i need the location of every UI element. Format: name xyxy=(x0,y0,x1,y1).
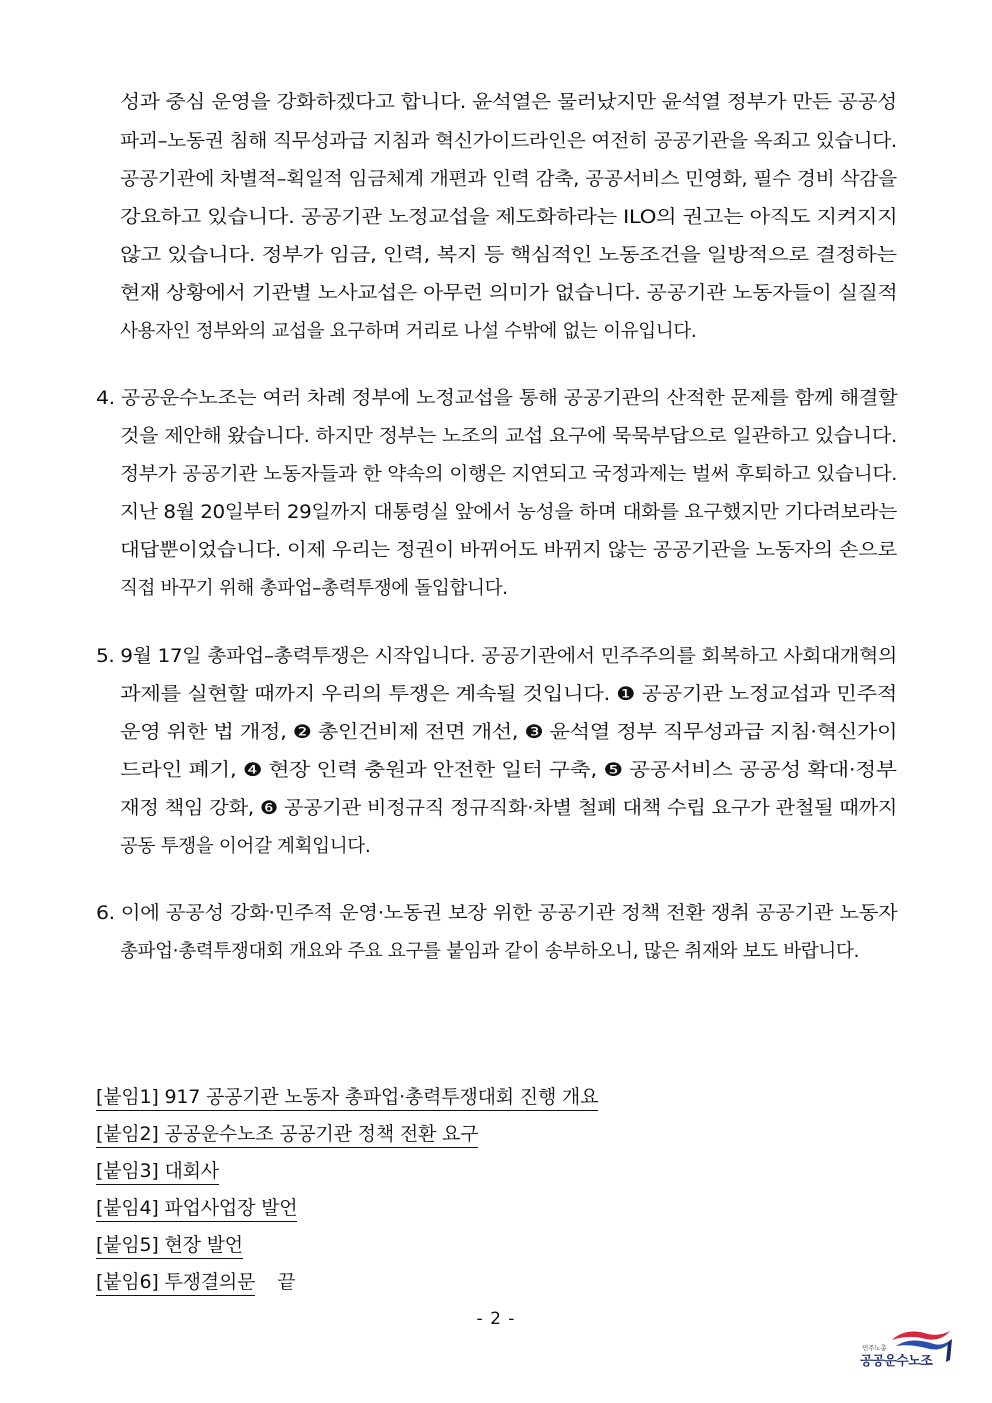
text-line: 공공기관에 차별적–획일적 임금체계 개편과 인력 감축, 공공서비스 민영화, 필수 경비 삭감을 xyxy=(120,169,897,190)
text-line: 현재 상황에서 기관별 노사교섭은 아무런 의미가 없습니다. 공공기관 노동자들이 실질적 xyxy=(120,283,898,304)
text-line: 과제를 실현할 때까지 우리의 투쟁은 계속될 것입니다. ❶ 공공기관 노정교섭과 민주적 xyxy=(120,684,897,705)
attachment-item-3 xyxy=(96,1159,219,1183)
text-line: 공동 투쟁을 이어갈 계획입니다. xyxy=(120,836,371,857)
text-line: 5. 9월 17일 총파업–총력투쟁은 시작입니다. 공공기관에서 민주주의를 회복하고 사회대개혁의 xyxy=(96,646,897,667)
text-line: 직접 바꾸기 위해 총파업–총력투쟁에 돌입합니다. xyxy=(120,578,508,599)
attachment-item-5 xyxy=(96,1233,243,1257)
text-line: 총파업·총력투쟁대회 개요와 주요 요구를 붙임과 같이 송부하오니, 많은 취재와 보도 바랍니다. xyxy=(120,941,859,962)
attachment-item-4 xyxy=(96,1196,297,1220)
attachment-label: [붙임1] 917 공공기관 노동자 총파업·총력투쟁대회 진행 개요 xyxy=(96,1086,598,1111)
text-line: 4. 공공운수노조는 여러 차례 정부에 노정교섭을 통해 공공기관의 산적한 문제를 함께 해결할 xyxy=(96,388,898,409)
text-line: 지난 8월 20일부터 29일까지 대통령실 앞에서 농성을 하며 대화를 요구했지만 기다려보라는 xyxy=(120,502,897,523)
text-line: 성과 중심 운영을 강화하겠다고 합니다. 윤석열은 물러났지만 윤석열 정부가 만든 공공성 xyxy=(120,92,897,113)
logo-small-text: 민주노총 xyxy=(862,1344,887,1352)
text-line: 것을 제안해 왔습니다. 하지만 정부는 노조의 교섭 요구에 묵묵부답으로 일관하고 있습니다. xyxy=(120,426,897,447)
text-line: 재정 책임 강화, ❻ 공공기관 비정규직 정규직화·차별 철폐 대책 수립 요구가 관철될 때까지 xyxy=(120,798,898,819)
union-logo xyxy=(856,1326,956,1370)
text-line: 운영 위한 법 개정, ❷ 총인건비제 전면 개선, ❸ 윤석열 정부 직무성과급 지침·혁신가이 xyxy=(120,722,898,743)
page-number: - 2 - xyxy=(476,1309,516,1329)
attachment-item-2 xyxy=(96,1122,478,1146)
text-line: 사용자인 정부와의 교섭을 요구하며 거리로 나설 수밖에 없는 이유입니다. xyxy=(120,321,697,342)
text-line: 대답뿐이었습니다. 이제 우리는 정권이 바뀌어도 바뀌지 않는 공공기관을 노동자의 손으로 xyxy=(120,540,897,561)
attachment-label: [붙임6] 투쟁결의문 xyxy=(96,1271,255,1296)
attachment-label: [붙임5] 현장 발언 xyxy=(96,1234,243,1259)
attachment-item-6 xyxy=(96,1270,295,1294)
logo-name: 공공운수노조 xyxy=(860,1354,933,1369)
text-line: 강요하고 있습니다. 공공기관 노정교섭을 제도화하라는 ILO의 권고는 아직도 지켜지지 xyxy=(120,207,898,228)
text-line: 드라인 폐기, ❹ 현장 인력 충원과 안전한 일터 구축, ❺ 공공서비스 공공성 확대·정부 xyxy=(120,760,897,781)
attachment-item-1 xyxy=(96,1085,598,1109)
attachment-label: [붙임4] 파업사업장 발언 xyxy=(96,1197,297,1222)
text-line: 않고 있습니다. 정부가 임금, 인력, 복지 등 핵심적인 노동조건을 일방적으로 결정하는 xyxy=(120,245,897,266)
text-line: 파괴–노동권 침해 직무성과급 지침과 혁신가이드라인은 여전히 공공기관을 옥죄고 있습니다. xyxy=(120,131,897,152)
text-line: 정부가 공공기관 노동자들과 한 약속의 이행은 지연되고 국정과제는 벌써 후퇴하고 있습니다. xyxy=(120,464,897,485)
attachment-label: [붙임2] 공공운수노조 공공기관 정책 전환 요구 xyxy=(96,1123,478,1148)
attachment-label: [붙임3] 대회사 xyxy=(96,1160,219,1185)
text-line: 6. 이에 공공성 강화·민주적 운영·노동권 보장 위한 공공기관 정책 전환 쟁취 공공기관 노동자 xyxy=(96,903,898,924)
end-mark: 끝 xyxy=(277,1271,296,1293)
